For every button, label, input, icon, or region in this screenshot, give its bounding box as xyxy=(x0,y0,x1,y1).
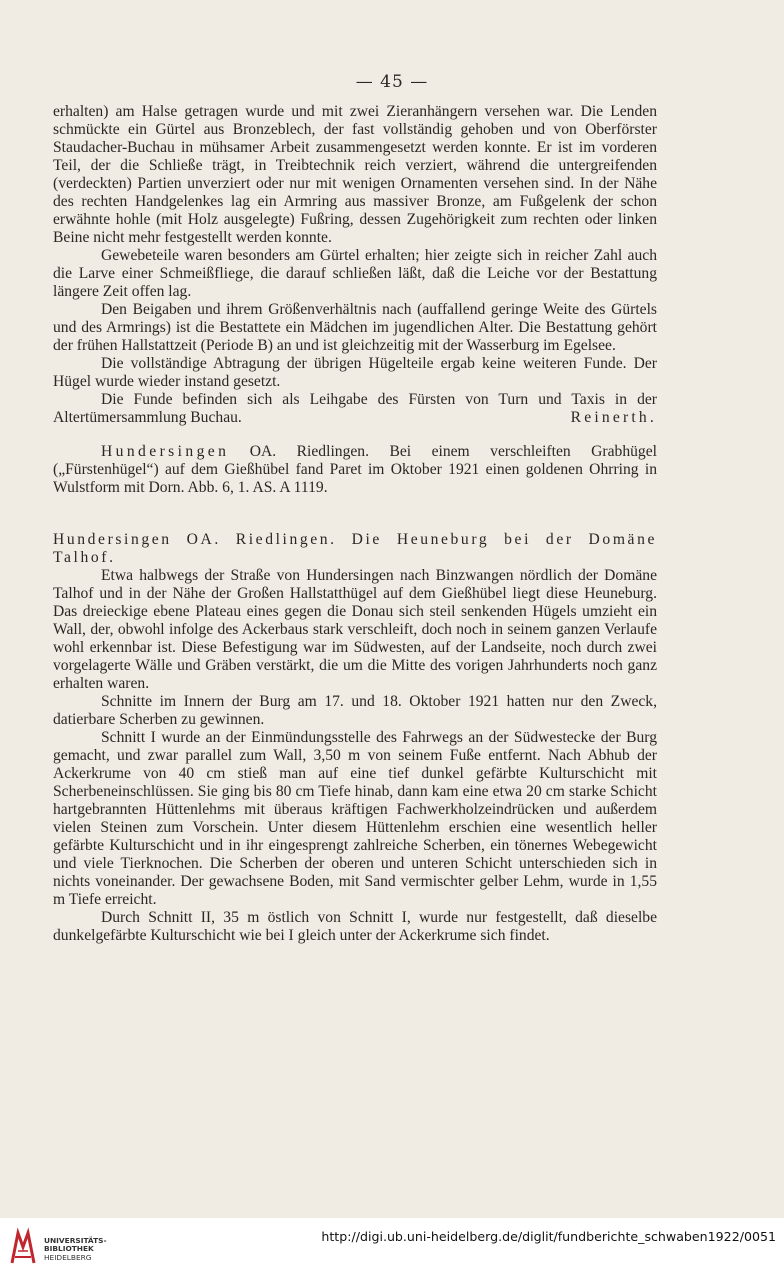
paragraph-9: Schnitt I wurde an der Einmündungsstelle des Fahrwegs an der Südwestecke der Burg gemacht, und zwar parallel zum Wall, 3,50 m von seinem Fuße entfernt. Nach Abhub der Ackerkrume von 40 cm stieß man auf eine tief dunkel gefärbte Kulturschicht mit Scherbeneinschlüssen. Sie ging bis 80 cm Tiefe hinab, dann kam eine etwa 20 cm starke Schicht hartgebrannten Hüttenlehms mit überaus kräftigen Fachwerkholzeindrücken und außerdem vielen Steinen zum Vorschein. Unter diesem Hüttenlehm erschien eine wesentlich heller gefärbte Kulturschicht und in ihr eingesprengt zahlreiche Scherben, ein tönernes Webegewicht und viele Tierknochen. Die Scherben der oberen und unteren Schicht unterschieden sich in nichts voneinander. Der gewachsene Boden, mit Sand vermischter gelber Lehm, wurde in 1,55 m Tiefe erreicht. xyxy=(53,729,657,908)
paragraph-2: Gewebeteile waren besonders am Gürtel erhalten; hier zeigte sich in reicher Zahl auch die Larve einer Schmeißfliege, die darauf schließen läßt, daß die Leiche vor der Bestattung längere Zeit offen lag. xyxy=(53,247,657,300)
paragraph-3: Den Beigaben und ihrem Größenverhältnis nach (auffallend geringe Weite des Gürtels und des Armrings) ist die Bestattete ein Mädchen im jugendlichen Alter. Die Bestattung gehört der frühen Hallstattzeit (Periode B) an und ist gleichzeitig mit der Wasserburg im Egelsee. xyxy=(53,301,657,354)
paragraph-5-text: Die Funde befinden sich als Leihgabe des Fürsten von Turn und Taxis in der Altertümersammlung Buchau. xyxy=(53,391,657,426)
paragraph-8: Schnitte im Innern der Burg am 17. und 18. Oktober 1921 hatten nur den Zweck, datierbare Scherben zu gewinnen. xyxy=(53,693,657,728)
paragraph-6 xyxy=(53,443,657,497)
body-text xyxy=(53,103,657,945)
page-number: — 45 — xyxy=(355,72,429,92)
paragraph-7: Etwa halbwegs der Straße von Hundersingen nach Binzwangen nördlich der Domäne Talhof und in der Nähe der Großen Hallstatthügel auf dem Gießhübel liegt diese Heuneburg. Das dreieckige ebene Plateau eines gegen die Donau sich steil senkenden Hügels umzieht ein Wall, der, obwohl infolge des Ackerbaus stark verschleift, doch noch in seinem ganzen Verlaufe wohl erkennbar ist. Diese Befestigung war im Südwesten, auf der Landseite, noch durch zwei vorgelagerte Wälle und Gräben verstärkt, die um die Mitte des vorigen Jahrhunderts noch ganz erhalten waren. xyxy=(53,567,657,692)
paragraph-10: Durch Schnitt II, 35 m östlich von Schnitt I, wurde nur festgestellt, daß dieselbe dunkelgefärbte Kulturschicht wie bei I gleich unter der Ackerkrume sich findet. xyxy=(53,909,657,944)
university-library-logo-icon xyxy=(8,1227,38,1267)
library-name-line-3: HEIDELBERG xyxy=(44,1252,92,1262)
library-footer xyxy=(0,1218,784,1278)
library-name-line-2: BIBLIOTHEK xyxy=(44,1244,94,1254)
author-signature: Reinerth. xyxy=(570,409,657,426)
paragraph-5 xyxy=(53,391,657,427)
library-name xyxy=(44,1237,107,1262)
paragraph-4: Die vollständige Abtragung der übrigen Hügelteile ergab keine weiteren Funde. Der Hügel wurde wieder instand gesetzt. xyxy=(53,355,657,390)
place-name: Hundersingen xyxy=(101,443,230,460)
permalink-url[interactable]: http://digi.ub.uni-heidelberg.de/diglit/fundberichte_schwaben1922/0051 xyxy=(321,1229,776,1244)
paragraph-1: erhalten) am Halse getragen wurde und mit zwei Zieranhängern versehen war. Die Lenden schmückte ein Gürtel aus Bronzeblech, der fast vollständig gehoben und von Oberförster Staudacher-Buchau in mühsamer Arbeit zusammengesetzt werden konnte. Er ist im vorderen Teil, der die Schließe trägt, in Treibtechnik reich verziert, während die untergreifenden (verdeckten) Partien unverziert oder nur mit wenigen Ornamenten versehen sind. In der Nähe des rechten Handgelenkes lag ein Armring aus massiver Bronze, am Fußgelenk der schon erwähnte hohle (mit Holz ausgelegte) Fußring, dessen Zugehörigkeit zum rechten oder linken Beine nicht mehr festgestellt werden konnte. xyxy=(53,103,657,246)
section-heading: Hundersingen OA. Riedlingen. Die Heuneburg bei der Domäne Talhof. xyxy=(53,531,657,566)
paragraph-6-text: OA. Riedlingen. Bei einem verschleiften Grabhügel („Fürstenhügel“) auf dem Gießhübel fand Paret im Oktober 1921 einen goldenen Ohrring in Wulstform mit Dorn. Abb. 6, 1. AS. A 1119. xyxy=(53,443,657,496)
library-name-line-1: UNIVERSITÄTS- xyxy=(44,1236,107,1245)
